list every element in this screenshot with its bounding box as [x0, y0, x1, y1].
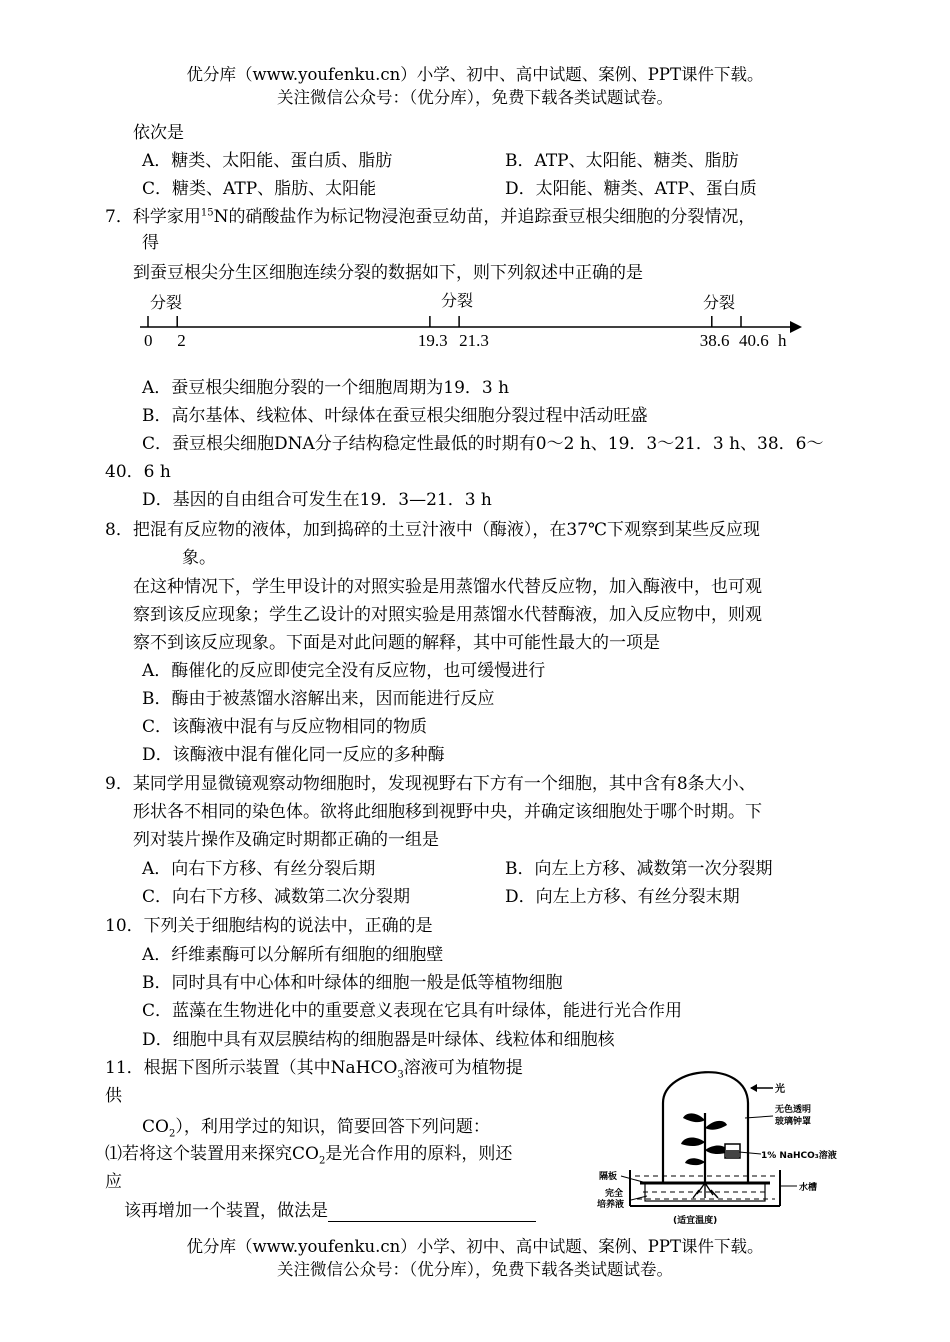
timeline-tick-label-0: 0 [144, 331, 153, 350]
label-culture-2: 培养液 [597, 1200, 625, 1210]
q6-option-c: C．糖类、ATP、脂肪、太阳能 [142, 179, 377, 199]
q10-option-a: A．纤维素酶可以分解所有细胞的细胞壁 [142, 945, 444, 965]
q6-option-a: A．糖类、太阳能、蛋白质、脂肪 [142, 151, 393, 171]
timeline-label-division-3: 分裂 [703, 293, 736, 312]
q11-part-1-wrap: 应 [105, 1172, 122, 1192]
figure-caption: (适宜温度) [673, 1216, 718, 1226]
q10-stem: 10．下列关于细胞结构的说法中，正确的是 [105, 916, 433, 936]
label-light: 光 [775, 1084, 785, 1095]
timeline-label-division-2: 分裂 [441, 291, 474, 310]
q6-option-b: B．ATP、太阳能、糖类、脂肪 [505, 151, 739, 171]
q11-part-1: ⑴若将这个装置用来探究$CO_2$是光合作用的原料，则还 [105, 1144, 513, 1167]
timeline-tick-label-3: 21.3 [459, 331, 489, 350]
q7-stem: 7．科学家用$^{15}$N的硝酸盐作为标记物浸泡蚕豆幼苗，并追踪蚕豆根尖细胞的分裂情况， [105, 207, 756, 227]
q7-stem-wrap: 得 [142, 233, 159, 253]
q8-stem: 8．把混有反应物的液体，加到捣碎的土豆汁液中（酶液），在37℃下观察到某些反应现 [105, 520, 760, 540]
q10-option-b: B．同时具有中心体和叶绿体的细胞一般是低等植物细胞 [142, 973, 563, 993]
timeline-arrow-icon [790, 321, 802, 333]
cell-cycle-timeline [130, 286, 810, 358]
q6-option-d: D．太阳能、糖类、ATP、蛋白质 [505, 179, 757, 199]
q8-option-c: C．该酶液中混有与反应物相同的物质 [142, 717, 428, 737]
label-culture-1: 完全 [605, 1189, 624, 1199]
q8-paragraph-3: 察不到该反应现象。下面是对此问题的解释，其中可能性最大的一项是 [133, 633, 660, 653]
photosynthesis-apparatus-figure [585, 1058, 850, 1226]
q7-option-a: A．蚕豆根尖细胞分裂的一个细胞周期为19．3 h [142, 378, 510, 398]
footer-line-2: 关注微信公众号：（优分库），免费下载各类试题试卷。 [277, 1260, 673, 1279]
timeline-unit: h [778, 331, 787, 350]
header-line-2: 关注微信公众号：（优分库），免费下载各类试题试卷。 [277, 88, 673, 107]
label-tank: 水槽 [799, 1183, 818, 1193]
q7-option-d: D．基因的自由组合可发生在19．3—21．3 h [142, 490, 492, 510]
q9-option-c: C．向右下方移、减数第二次分裂期 [142, 887, 411, 907]
label-bell-1: 无色透明 [775, 1105, 812, 1115]
q6-tail: 依次是 [133, 123, 184, 143]
q7-stem-2: 到蚕豆根尖分生区细胞连续分裂的数据如下，则下列叙述中正确的是 [133, 263, 643, 283]
q10-option-d: D．细胞中具有双层膜结构的细胞器是叶绿体、线粒体和细胞核 [142, 1030, 615, 1050]
q8-option-d: D．该酶液中混有催化同一反应的多种酶 [142, 745, 445, 765]
q9-stem-2: 形状各不相同的染色体。欲将此细胞移到视野中央，并确定该细胞处于哪个时期。下 [133, 802, 762, 822]
timeline-label-division-1: 分裂 [150, 293, 183, 312]
q9-option-d: D．向左上方移、有丝分裂末期 [505, 887, 740, 907]
q8-paragraph-2: 察到该反应现象；学生乙设计的对照实验是用蒸馏水代替酶液，加入反应物中，则观 [133, 605, 762, 625]
q9-option-b: B．向左上方移、减数第一次分裂期 [505, 859, 773, 879]
q11-stem-1: 11．根据下图所示装置（其中NaHCO$_3$溶液可为植物提 [105, 1058, 523, 1081]
q11-stem-1-wrap: 供 [105, 1086, 122, 1106]
plant-icon [681, 1113, 729, 1198]
q9-stem-1: 9．某同学用显微镜观察动物细胞时，发现视野右下方有一个细胞，其中含有8条大小、 [105, 774, 756, 794]
q8-option-b: B．酶由于被蒸馏水溶解出来，因而能进行反应 [142, 689, 495, 709]
header-line-1: 优分库（www.youfenku.cn）小学、初中、高中试题、案例、PPT课件下载。 [186, 65, 764, 84]
timeline-tick-label-1: 2 [177, 331, 186, 350]
label-bell-2: 玻璃钟罩 [775, 1117, 812, 1127]
timeline-tick-label-4: 38.6 [699, 331, 730, 350]
q7-option-b: B．高尔基体、线粒体、叶绿体在蚕豆根尖细胞分裂过程中活动旺盛 [142, 406, 648, 426]
q8-stem-wrap: 象。 [182, 548, 216, 568]
q9-option-a: A．向右下方移、有丝分裂后期 [142, 859, 376, 879]
footer-line-1: 优分库（www.youfenku.cn）小学、初中、高中试题、案例、PPT课件下载。 [186, 1237, 764, 1256]
q8-option-a: A．酶催化的反应即使完全没有反应物，也可缓慢进行 [142, 661, 546, 681]
label-board: 隔板 [599, 1172, 618, 1182]
q11-part-1-answer: 该再增加一个装置，做法是 [124, 1200, 536, 1222]
q9-stem-3: 列对装片操作及确定时期都正确的一组是 [133, 830, 439, 850]
q11-stem-2: $CO_2$），利用学过的知识，简要回答下列问题： [142, 1117, 490, 1140]
label-solution: 1% NaHCO₃溶液 [761, 1151, 837, 1161]
timeline-tick-label-5: 40.6 [739, 331, 769, 350]
timeline-tick-label-2: 19.3 [417, 331, 448, 350]
q7-option-c-wrap: 40．6 h [105, 462, 171, 482]
q7-option-c: C．蚕豆根尖细胞DNA分子结构稳定性最低的时期有0～2 h、19．3～21．3 h、38．6～ [142, 434, 824, 454]
q8-paragraph-1: 在这种情况下，学生甲设计的对照实验是用蒸馏水代替反应物，加入酶液中，也可观 [133, 577, 762, 597]
q10-option-c: C．蓝藻在生物进化中的重要意义表现在它具有叶绿体，能进行光合作用 [142, 1001, 683, 1021]
answer-blank[interactable] [328, 1203, 536, 1222]
